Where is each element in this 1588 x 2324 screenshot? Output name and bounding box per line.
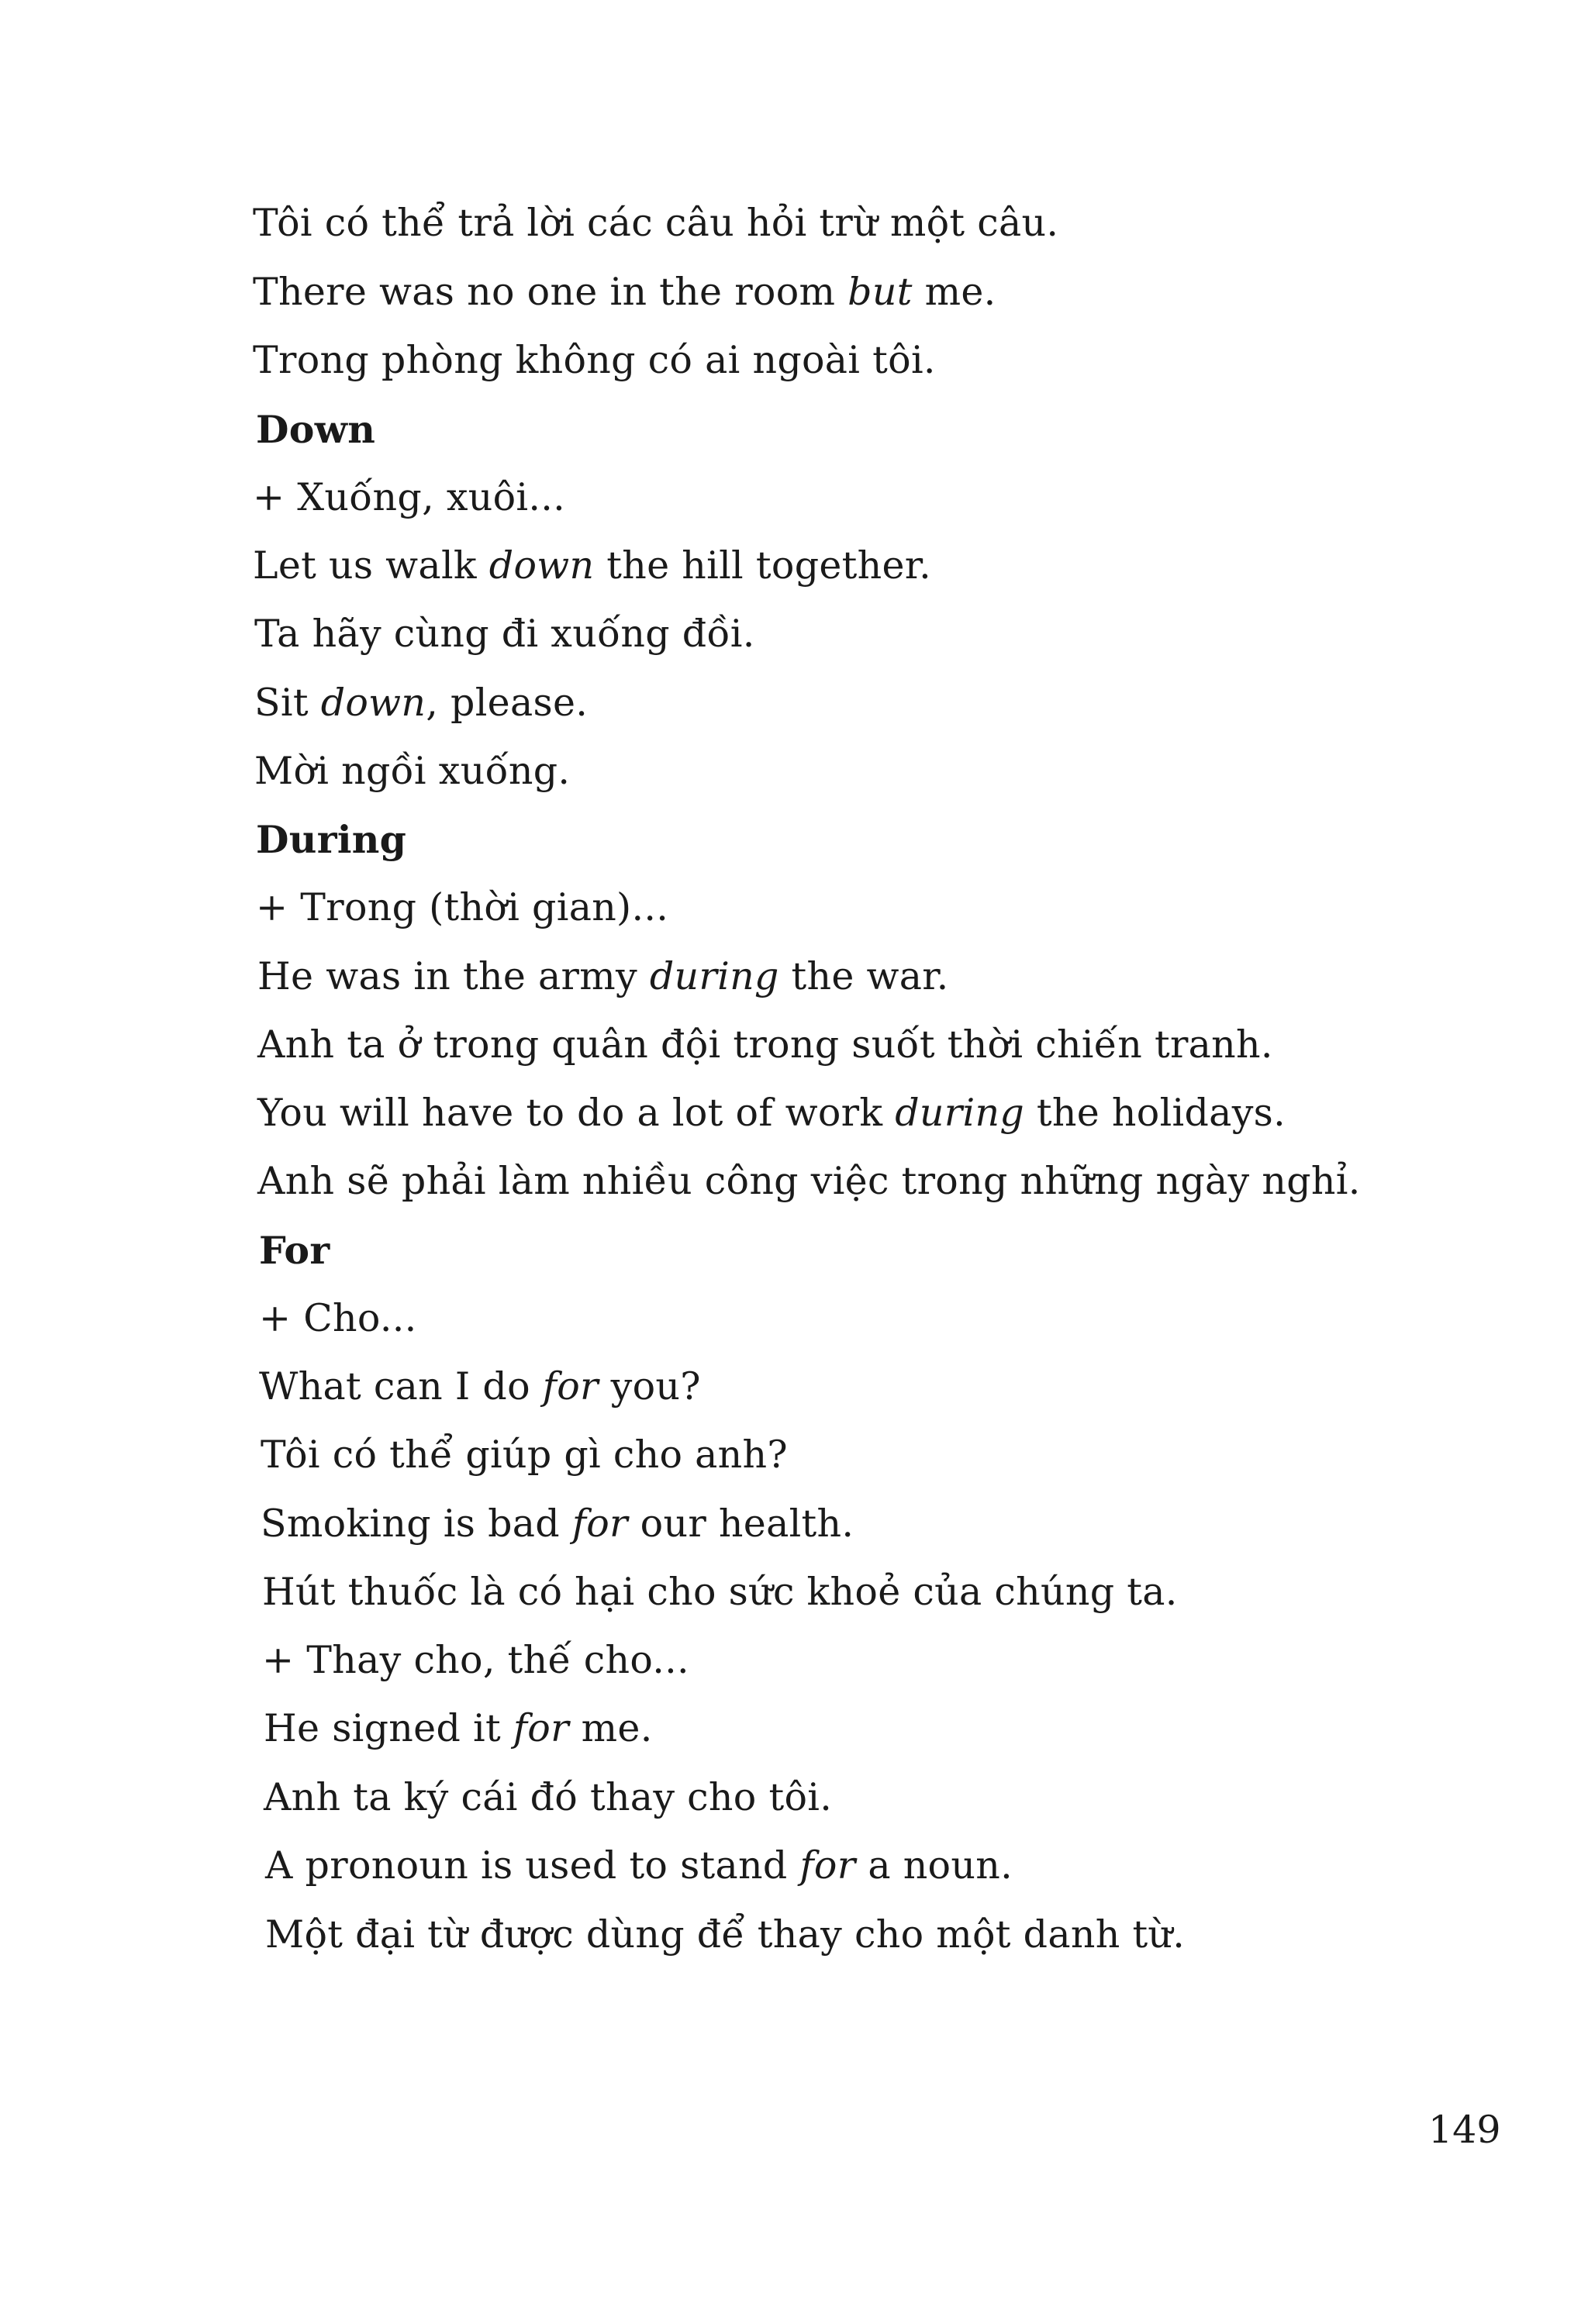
text-segment: During	[256, 817, 407, 862]
text-segment: the war.	[778, 954, 949, 998]
text-segment: Trong phòng không có ai ngoài tôi.	[253, 338, 936, 382]
text-segment: Ta hãy cùng đi xuống đồi.	[254, 612, 755, 656]
emphasized-word: for	[513, 1706, 569, 1750]
text-segment: Sit	[254, 681, 321, 725]
emphasized-word: down	[320, 681, 426, 725]
section-heading	[256, 816, 406, 863]
text-segment: Hút thuốc là có hại cho sức khoẻ của chúng ta.	[262, 1570, 1178, 1614]
text-line	[262, 1637, 689, 1684]
text-line	[262, 1569, 1178, 1615]
text-line	[254, 611, 755, 657]
text-segment: Một đại từ được dùng để thay cho một danh từ.	[265, 1912, 1186, 1957]
text-segment: Smoking is bad	[261, 1502, 572, 1546]
text-segment: Tôi có thể giúp gì cho anh?	[261, 1433, 788, 1477]
emphasized-word: for	[799, 1843, 856, 1888]
text-line	[257, 1022, 1273, 1068]
text-segment: + Cho...	[259, 1296, 417, 1340]
text-segment: Let us walk	[253, 543, 489, 588]
text-segment: Down	[256, 407, 376, 452]
text-segment: You will have to do a lot of work	[257, 1091, 896, 1135]
emphasized-word: down	[488, 543, 595, 588]
text-segment: What can I do	[259, 1364, 543, 1409]
text-line	[254, 748, 570, 795]
text-line	[257, 953, 949, 1000]
section-heading	[256, 406, 375, 453]
text-line	[256, 884, 668, 931]
text-segment: Mời ngồi xuống.	[254, 749, 571, 793]
section-heading	[259, 1227, 330, 1274]
page-number: 149	[1428, 2108, 1501, 2152]
text-segment: + Xuống, xuôi...	[253, 475, 566, 519]
text-segment: Anh ta ký cái đó thay cho tôi.	[264, 1775, 833, 1819]
emphasized-word: during	[895, 1091, 1025, 1135]
text-line	[265, 1912, 1185, 1958]
text-line	[254, 680, 588, 726]
text-segment: There was no one in the room	[253, 270, 848, 314]
text-line	[261, 1432, 788, 1478]
text-line	[261, 1501, 854, 1547]
text-line	[253, 200, 1058, 247]
text-segment: He was in the army	[257, 954, 650, 998]
text-line	[265, 1843, 1013, 1889]
emphasized-word: during	[649, 954, 779, 998]
text-line	[257, 1158, 1361, 1205]
text-segment: our health.	[627, 1502, 854, 1546]
text-segment: Anh ta ở trong quân đội trong suốt thời chiến tranh.	[257, 1022, 1273, 1067]
emphasized-word: for	[571, 1502, 628, 1546]
text-segment: the hill together.	[594, 543, 932, 588]
text-line	[259, 1295, 416, 1342]
text-segment: Anh sẽ phải làm nhiều công việc trong những ngày nghỉ.	[257, 1159, 1361, 1203]
emphasized-word: but	[848, 270, 913, 314]
text-line	[257, 1090, 1286, 1136]
text-segment: the holidays.	[1024, 1091, 1286, 1135]
text-segment: you?	[598, 1364, 701, 1409]
text-segment: Tôi có thể trả lời các câu hỏi trừ một câu.	[253, 201, 1059, 245]
text-line	[253, 269, 996, 315]
text-segment: He signed it	[264, 1706, 513, 1750]
text-segment: , please.	[426, 681, 589, 725]
text-segment: + Trong (thời gian)...	[256, 885, 669, 929]
text-line	[259, 1364, 701, 1410]
text-segment: A pronoun is used to stand	[265, 1843, 800, 1888]
text-segment: me.	[912, 270, 996, 314]
text-line	[264, 1774, 832, 1821]
text-line	[253, 474, 565, 521]
text-segment: For	[259, 1228, 330, 1273]
text-line	[264, 1705, 653, 1752]
text-line	[253, 543, 931, 589]
text-segment: me.	[568, 1706, 653, 1750]
text-segment: + Thay cho, thế cho...	[262, 1638, 689, 1682]
text-segment: a noun.	[855, 1843, 1013, 1888]
emphasized-word: for	[542, 1364, 599, 1409]
text-line	[253, 337, 936, 384]
